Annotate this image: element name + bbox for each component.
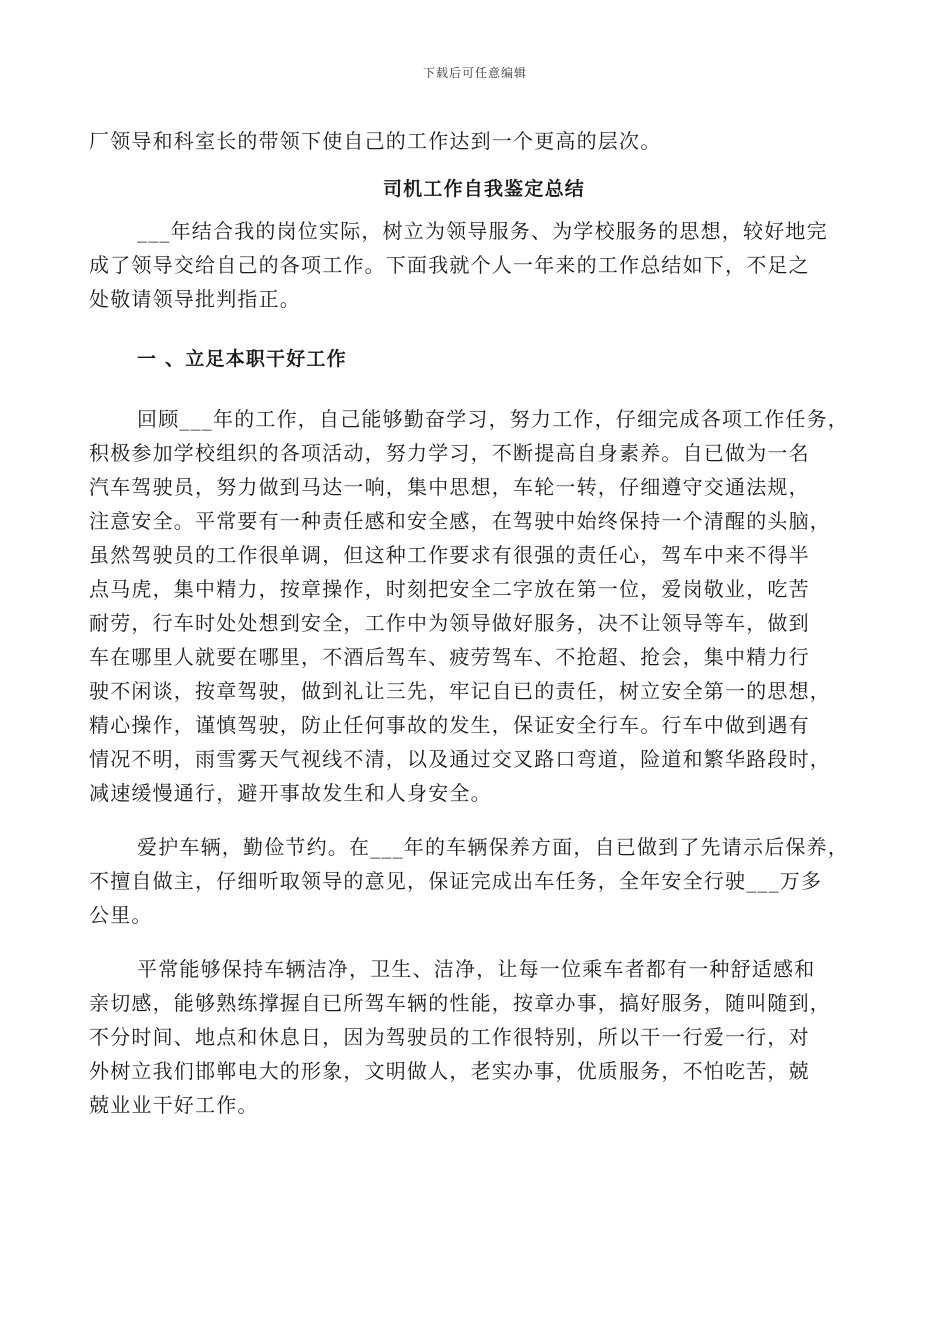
paragraph-2 [89,402,879,810]
paragraph-line: 亲切感，能够熟练撑握自已所驾车辆的性能，按章办事，搞好服务，随叫随到， [89,991,831,1015]
paragraph-line: 兢业业干好工作。 [89,1093,259,1117]
paragraph-line: 汽车驾驶员，努力做到马达一响，集中思想，车轮一转，仔细遵守交通法规， [89,475,810,499]
document-body [89,124,879,1122]
paragraph-line: 回顾___年的工作，自己能够勤奋学习，努力工作，仔细完成各项工作任务， [137,407,849,431]
paragraph-line: 情况不明，雨雪雾天气视线不清，以及通过交叉路口弯道，险道和繁华路段时， [89,747,831,771]
paragraph-line: 耐劳，行车时处处想到安全，工作中为领导做好服务，决不让领导等车，做到 [89,611,810,635]
document-title: 司机工作自我鉴定总结 [382,178,585,200]
paragraph-line: 减速缓慢通行，避开事故发生和人身安全。 [89,781,492,805]
paragraph-line: 爱护车辆，勤俭节约。在___年的车辆保养方面，自已做到了先请示后保养， [137,835,849,859]
paragraph-line: 处敬请领导批判指正。 [89,287,301,311]
intro-line: 厂领导和科室长的带领下使自己的工作达到一个更高的层次。 [89,129,662,153]
paragraph-1 [89,214,879,316]
paragraph-line: 注意安全。平常要有一种责任感和安全感，在驾驶中始终保持一个清醒的头脑， [89,509,831,533]
paragraph-line: 不分时间、地点和休息日，因为驾驶员的工作很特别，所以干一行爱一行，对 [89,1025,810,1049]
paragraph-3 [89,830,879,932]
paragraph-line: 驶不闲谈，按章驾驶，做到礼让三先，牢记自已的责任，树立安全第一的思想， [89,679,831,703]
paragraph-line: 成了领导交给自己的各项工作。下面我就个人一年来的工作总结如下，不足之 [89,253,810,277]
paragraph-line: 公里。 [89,903,153,927]
paragraph-line: 平常能够保持车辆洁净，卫生、洁净，让每一位乘车者都有一种舒适感和 [137,957,816,981]
section-heading: 一 、立足本职干好工作 [137,348,347,370]
paragraph-line: 外树立我们邯郸电大的形象，文明做人，老实办事，优质服务，不怕吃苦，兢 [89,1059,810,1083]
paragraph-line: 积极参加学校组织的各项活动，努力学习，不断提高自身素养。自已做为一名 [89,441,810,465]
paragraph-line: ___年结合我的岗位实际，树立为领导服务、为学校服务的思想，较好地完 [137,219,828,243]
paragraph-line: 不擅自做主，仔细听取领导的意见，保证完成出车任务，全年安全行驶___万多 [89,869,823,893]
paragraph-line: 车在哪里人就要在哪里，不酒后驾车、疲劳驾车、不抢超、抢会，集中精力行 [89,645,810,669]
page-header-note: 下载后可任意编辑 [422,66,527,80]
paragraph-4 [89,952,879,1122]
paragraph-line: 精心操作，谨慎驾驶，防止任何事故的发生，保证安全行车。行车中做到遇有 [89,713,810,737]
paragraph-line: 虽然驾驶员的工作很单调，但这种工作要求有很强的责任心，驾车中来不得半 [89,543,810,567]
paragraph-line: 点马虎，集中精力，按章操作，时刻把安全二字放在第一位，爱岗敬业，吃苦 [89,577,810,601]
